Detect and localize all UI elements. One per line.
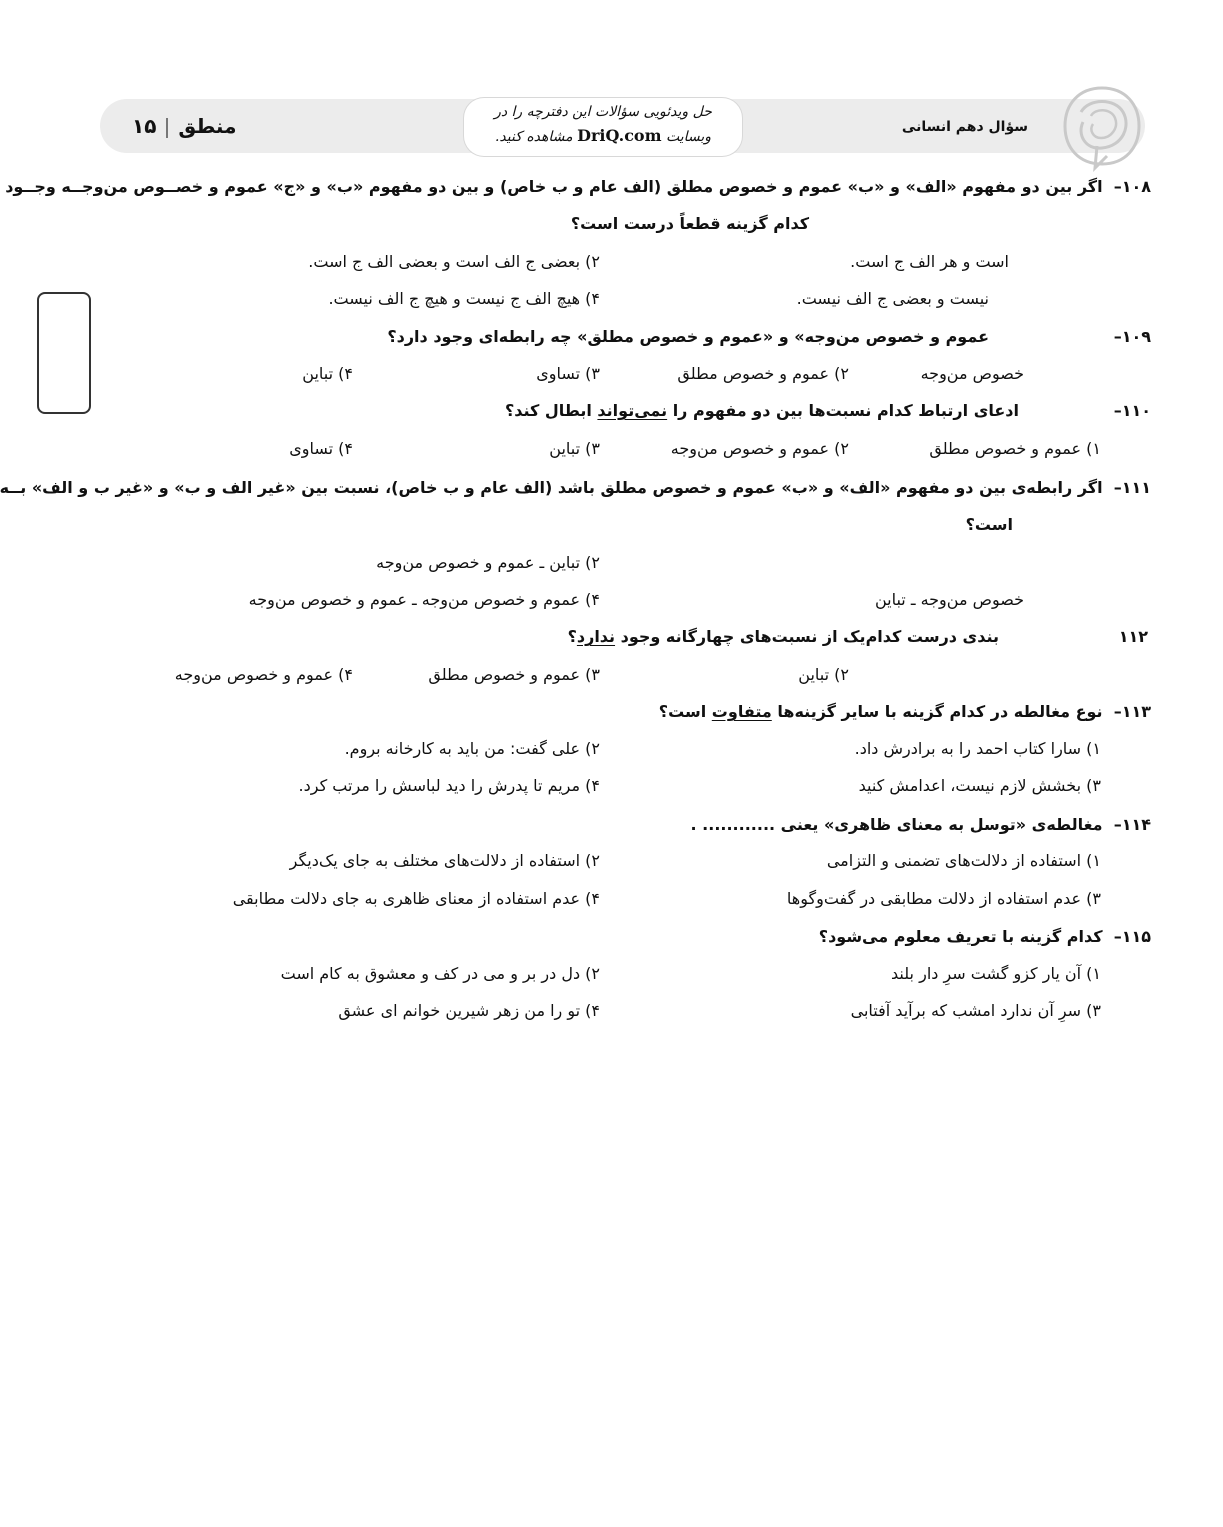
- q114-stem-text: مغالطه‌ی «توسل به معنای ظاهری» یعنی ............ .: [690, 815, 1103, 834]
- q112-stem: [568, 626, 999, 648]
- q113-stem-a: نوع مغالطه در کدام گزینه با سایر گزینه‌ها: [771, 702, 1103, 721]
- q113-option-1[interactable]: ۱) سارا کتاب احمد را به برادرش داد.: [854, 739, 1101, 758]
- q115-option-3[interactable]: ۳) سرِ آن ندارد امشب که برآید آفتابی: [850, 1001, 1101, 1020]
- q115-stem-text: کدام گزینه با تعریف معلوم می‌شود؟: [818, 927, 1103, 946]
- q115-option-4[interactable]: ۴) تو را من زهر شیرین خوانم ای عشق: [338, 1001, 600, 1020]
- q115-option-2[interactable]: ۲) دل در بر و می در کف و معشوق به کام است: [280, 964, 600, 983]
- q109-number: ۱۰۹–: [1113, 327, 1151, 346]
- q111-stem-line-2: است؟: [965, 515, 1013, 534]
- q114-option-1[interactable]: ۱) استفاده از دلالت‌های تضمنی و التزامی: [826, 851, 1101, 870]
- q114-option-3[interactable]: ۳) عدم استفاده از دلالت مطابقی در گفت‌وگوها: [786, 889, 1101, 908]
- q110-option-4[interactable]: ۴) تساوی: [289, 439, 353, 458]
- q111-number: ۱۱۱–: [1113, 478, 1151, 497]
- side-bookmark-tab: [37, 292, 91, 414]
- q109-stem-b: عموم و خصوص مطلق: [587, 327, 763, 346]
- q109-option-1[interactable]: خصوص من‌وجه: [920, 364, 1024, 383]
- subject-label: منطق: [178, 114, 237, 138]
- q108-option-4[interactable]: ۴) هیچ الف ج نیست و هیچ ج الف نیست.: [328, 289, 600, 308]
- q109-stem: [387, 326, 989, 348]
- q111-option-2[interactable]: ۲) تباین ـ عموم و خصوص من‌وجه: [376, 553, 600, 572]
- booklet-title: سؤال دهم انسانی: [901, 119, 1028, 135]
- subject-title: [132, 114, 236, 138]
- q109-option-3[interactable]: ۳) تساوی: [536, 364, 600, 383]
- video-promo-box: [464, 98, 742, 156]
- q113-option-2[interactable]: ۲) علی گفت: من باید به کارخانه بروم.: [344, 739, 600, 758]
- q108-option-2[interactable]: ۲) بعضی ج الف است و بعضی الف ج است.: [308, 252, 600, 271]
- q111-stem-text: اگر رابطه‌ی بین دو مفهوم «الف» و «ب» عموم و خصوص مطلق باشد (الف عام و ب خاص)، نسبت بین «غیر الف و ب» و «غیر ب و الف» بــه: [0, 478, 1103, 497]
- driq-logo-icon: [1061, 82, 1143, 172]
- q109-stem-a: عموم و خصوص من‌وجه» و «: [762, 327, 989, 346]
- q111-option-4[interactable]: ۴) عموم و خصوص من‌وجه ـ عموم و خصوص من‌وجه: [248, 590, 600, 609]
- q112-number: ۱۱۲: [1118, 627, 1148, 646]
- promo-line-1: حل ویدئویی سؤالات این دفترچه را در: [494, 104, 712, 120]
- q113-stem-underlined: متفاوت: [711, 702, 772, 721]
- page-number: ۱۵: [132, 114, 157, 138]
- q113-option-4[interactable]: ۴) مریم تا پدرش را دید لباسش را مرتب کرد.: [298, 776, 600, 795]
- promo-line-2: [464, 124, 742, 149]
- q108-stem-line-2: کدام گزینه قطعاً درست است؟: [570, 214, 809, 233]
- q115-option-1[interactable]: ۱) آن یار کزو گشت سرِ دار بلند: [891, 964, 1101, 983]
- q108-stem-line-1: [5, 176, 1151, 198]
- q114-number: ۱۱۴–: [1113, 815, 1151, 834]
- q110-stem-underlined: نمی‌تواند: [597, 401, 668, 420]
- q109-stem-c: » چه رابطه‌ای وجود دارد؟: [387, 327, 588, 346]
- q108-number: ۱۰۸–: [1113, 177, 1151, 196]
- q109-option-4[interactable]: ۴) تباین: [302, 364, 353, 383]
- q108-option-3[interactable]: نیست و بعضی ج الف نیست.: [796, 289, 989, 308]
- q112-stem-a: بندی درست کدام‌یک از نسبت‌های چهارگانه وجود: [615, 627, 999, 646]
- q108-stem-text: اگر بین دو مفهوم «الف» و «ب» عموم و خصوص مطلق (الف عام و ب خاص) و بین دو مفهوم «ب» و «ج» عموم و خصــوص من‌وجــه وجــود: [5, 177, 1103, 196]
- q110-option-1[interactable]: ۱) عموم و خصوص مطلق: [929, 439, 1101, 458]
- promo-site-suffix: مشاهده کنید.: [494, 129, 573, 145]
- q113-number: ۱۱۳–: [1113, 702, 1151, 721]
- q114-option-4[interactable]: ۴) عدم استفاده از معنای ظاهری به جای دلالت مطابقی: [232, 889, 600, 908]
- q108-option-1[interactable]: است و هر الف ج است.: [850, 252, 1009, 271]
- q113-option-3[interactable]: ۳) بخشش لازم نیست، اعدامش کنید: [858, 776, 1101, 795]
- q109-option-2[interactable]: ۲) عموم و خصوص مطلق: [677, 364, 849, 383]
- q113-stem: [659, 701, 1151, 723]
- q110-option-2[interactable]: ۲) عموم و خصوص من‌وجه: [670, 439, 849, 458]
- q112-stem-c: ؟: [567, 627, 577, 646]
- q110-stem: [505, 400, 1019, 422]
- q111-option-3[interactable]: خصوص من‌وجه ـ تباین: [874, 590, 1024, 609]
- q115-number: ۱۱۵–: [1113, 927, 1151, 946]
- q111-stem-line-1: [0, 477, 1151, 499]
- promo-site-prefix: وبسایت: [665, 129, 712, 145]
- q114-option-2[interactable]: ۲) استفاده از دلالت‌های مختلف به جای یک‌دیگر: [289, 851, 600, 870]
- q114-stem: [691, 814, 1151, 836]
- q112-option-2[interactable]: ۲) تباین: [798, 665, 849, 684]
- q110-option-3[interactable]: ۳) تباین: [549, 439, 600, 458]
- header-divider: [166, 118, 168, 138]
- promo-site-link[interactable]: DriQ.com: [577, 126, 662, 145]
- q112-stem-underlined: ندارد: [576, 627, 616, 646]
- q110-stem-a: ادعای ارتباط کدام نسبت‌ها بین دو مفهوم را: [667, 401, 1019, 420]
- q110-stem-c: ابطال کند؟: [504, 401, 598, 420]
- q115-stem: [819, 926, 1151, 948]
- q110-number: ۱۱۰–: [1113, 401, 1151, 420]
- q112-option-4[interactable]: ۴) عموم و خصوص من‌وجه: [174, 665, 353, 684]
- q113-stem-c: است؟: [658, 702, 712, 721]
- q112-option-3[interactable]: ۳) عموم و خصوص مطلق: [428, 665, 600, 684]
